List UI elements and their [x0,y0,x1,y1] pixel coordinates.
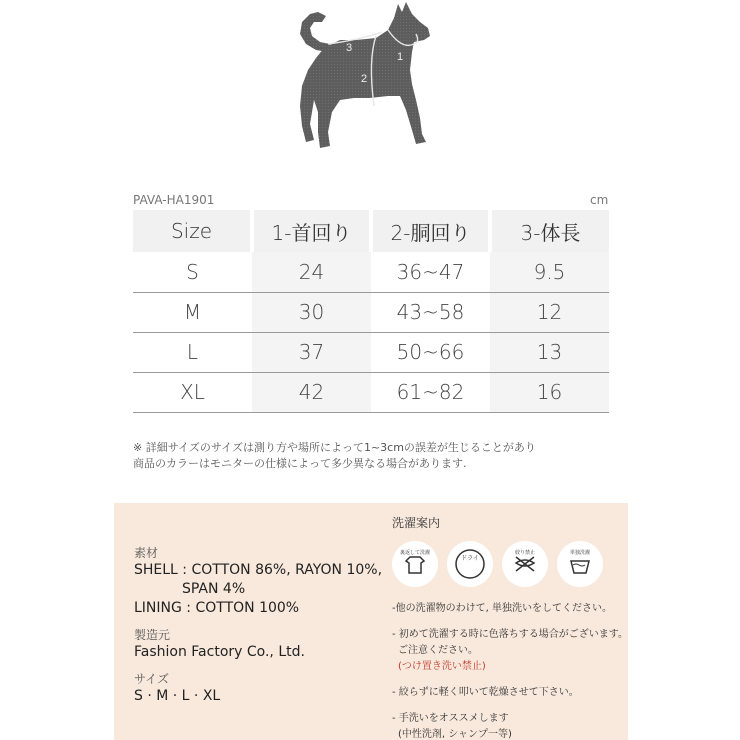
material-label: 素材 [134,546,159,560]
materials-section [134,544,382,706]
care-title: 洗濯案内 [392,516,441,530]
table-row [133,332,609,372]
dry-clean-icon [447,541,493,587]
dry-clean-caption: ドライ [461,555,479,562]
care-line: -他の洗濯物のわけて, 単独洗いをしてください。 [392,603,612,614]
length-cell: 16 [490,372,609,412]
note-line: ※ 詳細サイズのサイズは測り方や場所によって1~3cmの誤差が生じることがあり [133,441,536,454]
care-icon-caption: 裏返して洗濯 [399,550,430,556]
header-neck: 1-首回り [252,210,371,252]
care-icon-caption: 単独洗濯 [569,550,590,556]
size-label: サイズ [134,672,170,686]
care-warning: (つけ置き洗い禁止) [398,661,486,672]
care-line-text: - 手洗いをオススメします [392,713,509,724]
length-cell: 13 [490,332,609,372]
table-row [133,292,609,332]
diagram-label-3: 3 [346,42,353,54]
size-notes [133,440,536,472]
dog-measurement-diagram [288,0,448,155]
care-line-text: (中性洗剤, シャンプ一等) [398,729,512,740]
care-instructions [392,601,628,740]
chest-cell: 36~47 [371,252,490,292]
diagram-label-1: 1 [397,51,404,63]
chest-cell: 61~82 [371,372,490,412]
table-row [133,252,609,292]
neck-cell: 37 [252,332,371,372]
neck-cell: 30 [252,292,371,332]
care-line [392,627,628,675]
maker-name: Fashion Factory Co., Ltd. [134,644,305,660]
size-cell: XL [133,372,252,412]
care-icons [392,541,628,587]
product-code: PAVA-HA1901 [133,193,215,207]
length-cell: 9.5 [490,252,609,292]
care-line [392,711,628,740]
header-size: Size [133,210,252,252]
size-cell: L [133,332,252,372]
header-chest: 2-胴回り [371,210,490,252]
care-section [392,514,628,740]
hand-wash-only-icon [557,541,603,587]
unit-label: cm [590,193,609,207]
care-line: - 絞らずに軽く叩いて乾燥させて下さい。 [392,687,579,698]
neck-cell: 24 [252,252,371,292]
care-icon-caption: 絞り禁止 [514,550,535,556]
handwash-icon [392,541,438,587]
size-cell: M [133,292,252,332]
lining-composition: LINING : COTTON 100% [134,600,300,616]
note-line: 商品のカラーはモニターの仕様によって多少異なる場合があります. [133,457,467,470]
chest-cell: 43~58 [371,292,490,332]
shell-composition-cont: SPAN 4% [182,581,246,597]
chest-cell: 50~66 [371,332,490,372]
care-line-text: - 初めて洗濯する時に色落ちする場合がございます。 [392,629,628,640]
care-line-text: ご注意ください。 [398,645,478,656]
neck-cell: 42 [252,372,371,412]
no-wring-icon [502,541,548,587]
maker-label: 製造元 [134,628,171,642]
shell-composition: SHELL : COTTON 86%, RAYON 10%, [134,562,383,578]
table-header-row [133,210,609,252]
table-row [133,372,609,412]
size-cell: S [133,252,252,292]
length-cell: 12 [490,292,609,332]
size-table [133,210,609,413]
header-length: 3-体長 [490,210,609,252]
size-list: S · M · L · XL [134,688,221,704]
diagram-label-2: 2 [361,73,368,85]
